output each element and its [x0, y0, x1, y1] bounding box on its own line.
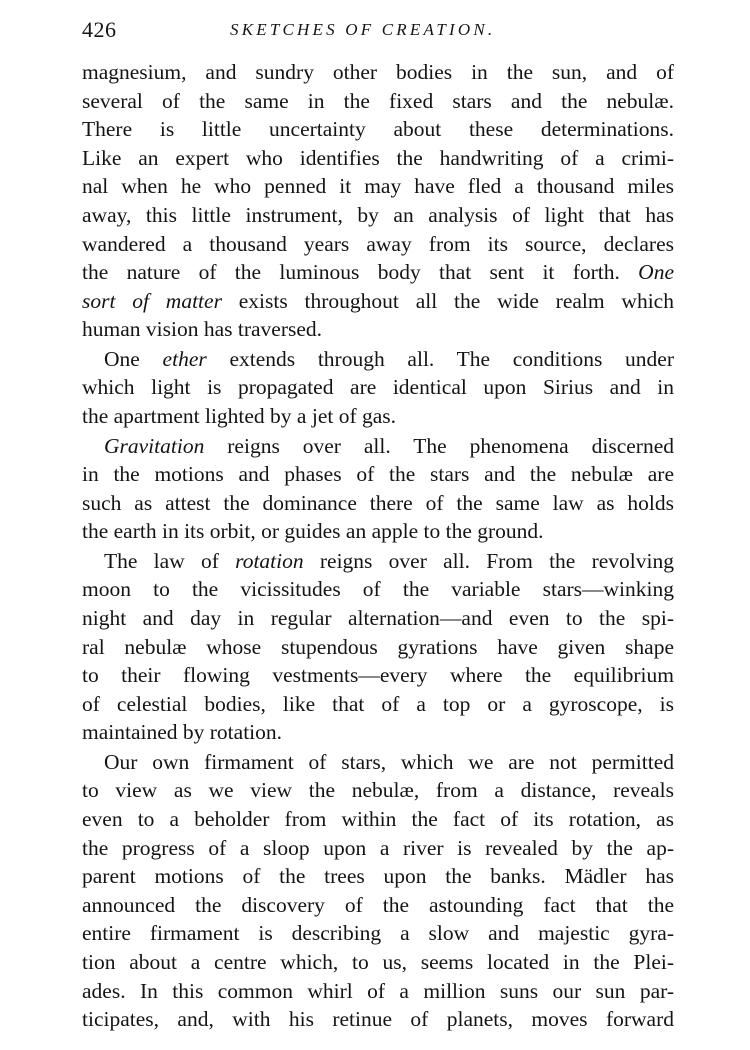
text-line [82, 661, 674, 690]
text-run: entire firmament is describing a slow and majestic gyra- [82, 921, 674, 946]
text-line [82, 460, 674, 489]
text-line [82, 287, 674, 316]
body-text [82, 58, 674, 1034]
text-run: reigns over all. From the revolving [303, 548, 674, 573]
text-run: the nature of the luminous body that sent it forth. [82, 260, 639, 285]
text-line [82, 115, 674, 144]
text-run: There is little uncertainty about these determinations. [82, 117, 674, 142]
text-run: ades. In this common whirl of a million suns our sun par- [82, 978, 674, 1003]
italic-phrase: One [638, 260, 674, 285]
text-line [82, 489, 674, 518]
text-line [82, 575, 674, 604]
text-run: even to a beholder from within the fact of its rotation, as [82, 807, 674, 831]
text-run: extends through all. The conditions under [206, 346, 674, 371]
text-run: of celestial bodies, like that of a top or a gyroscope, is [82, 691, 674, 716]
text-line [82, 172, 674, 201]
text-line [82, 58, 674, 87]
text-run: in the motions and phases of the stars and the nebulæ are [82, 462, 674, 487]
running-head [82, 14, 672, 48]
text-line [82, 633, 674, 662]
text-line [82, 948, 674, 977]
text-run: several of the same in the fixed stars and the nebulæ. [82, 88, 674, 113]
text-line [82, 201, 674, 230]
text-run: the progress of a sloop upon a river is revealed by the ap- [82, 835, 674, 860]
text-line [82, 258, 674, 287]
paragraph [82, 432, 674, 546]
text-run: maintained by rotation. [82, 720, 283, 745]
text-line [82, 776, 674, 805]
text-line [82, 402, 674, 431]
text-run: the earth in its orbit, or guides an apple to the ground. [82, 519, 544, 544]
italic-phrase: sort of matter [82, 288, 222, 313]
text-run: tion about a centre which, to us, seems located in the Plei- [82, 949, 674, 974]
running-title: SKETCHES OF CREATION. [230, 20, 496, 39]
text-line [82, 604, 674, 633]
text-run: which light is propagated are identical upon Sirius and in [82, 375, 674, 400]
text-line [82, 432, 674, 461]
text-run: moon to the vicissitudes of the variable stars—winking [82, 577, 674, 602]
text-line [82, 144, 674, 173]
text-run: to their flowing vestments—every where the equilibrium [82, 663, 674, 688]
text-run: parent motions of the trees upon the banks. Mädler has [82, 864, 674, 889]
text-run: nal when he who penned it may have fled a thousand miles [82, 174, 674, 199]
text-line [82, 834, 674, 863]
italic-phrase: Gravitation [104, 433, 205, 458]
text-run: Our own firmament of stars, which we are not permitted [104, 749, 674, 774]
text-run: ticipates, and, with his retinue of planets, moves forward [82, 1007, 674, 1032]
text-line [82, 805, 674, 834]
text-run: magnesium, and sundry other bodies in the sun, and of [82, 60, 674, 84]
text-run: Like an expert who identifies the handwriting of a crimi- [82, 145, 674, 170]
paragraph [82, 748, 674, 1034]
text-run: exists throughout all the wide realm which [221, 288, 674, 313]
paragraph [82, 547, 674, 747]
page-number: 426 [82, 17, 117, 42]
text-line [82, 862, 674, 891]
text-line [82, 87, 674, 116]
text-run: such as attest the dominance there of the same law as holds [82, 490, 674, 515]
text-line [82, 690, 674, 719]
italic-phrase: rotation [235, 548, 304, 573]
text-run: reigns over all. The phenomena discerned [204, 433, 674, 458]
text-line [82, 748, 674, 777]
italic-phrase: ether [162, 346, 207, 371]
text-line [82, 891, 674, 920]
text-line [82, 315, 674, 344]
text-run: wandered a thousand years away from its source, declares [82, 231, 674, 256]
text-line [82, 977, 674, 1006]
text-run: ral nebulæ whose stupendous gyrations have given shape [82, 634, 674, 659]
text-run: The law of [104, 548, 236, 573]
text-run: to view as we view the nebulæ, from a distance, reveals [82, 778, 674, 803]
text-run: One [104, 346, 163, 371]
text-line [82, 517, 674, 546]
text-run: away, this little instrument, by an analysis of light that has [82, 202, 674, 227]
text-run: the apartment lighted by a jet of gas. [82, 404, 397, 429]
text-run: night and day in regular alternation—and even to the spi- [82, 605, 674, 630]
paragraph [82, 345, 674, 431]
text-line [82, 373, 674, 402]
text-line [82, 718, 674, 747]
text-line [82, 547, 674, 576]
text-line [82, 345, 674, 374]
text-run: announced the discovery of the astounding fact that the [82, 892, 674, 917]
text-line [82, 230, 674, 259]
text-line [82, 1005, 674, 1034]
text-run: human vision has traversed. [82, 317, 323, 342]
text-line [82, 919, 674, 948]
paragraph [82, 58, 674, 344]
